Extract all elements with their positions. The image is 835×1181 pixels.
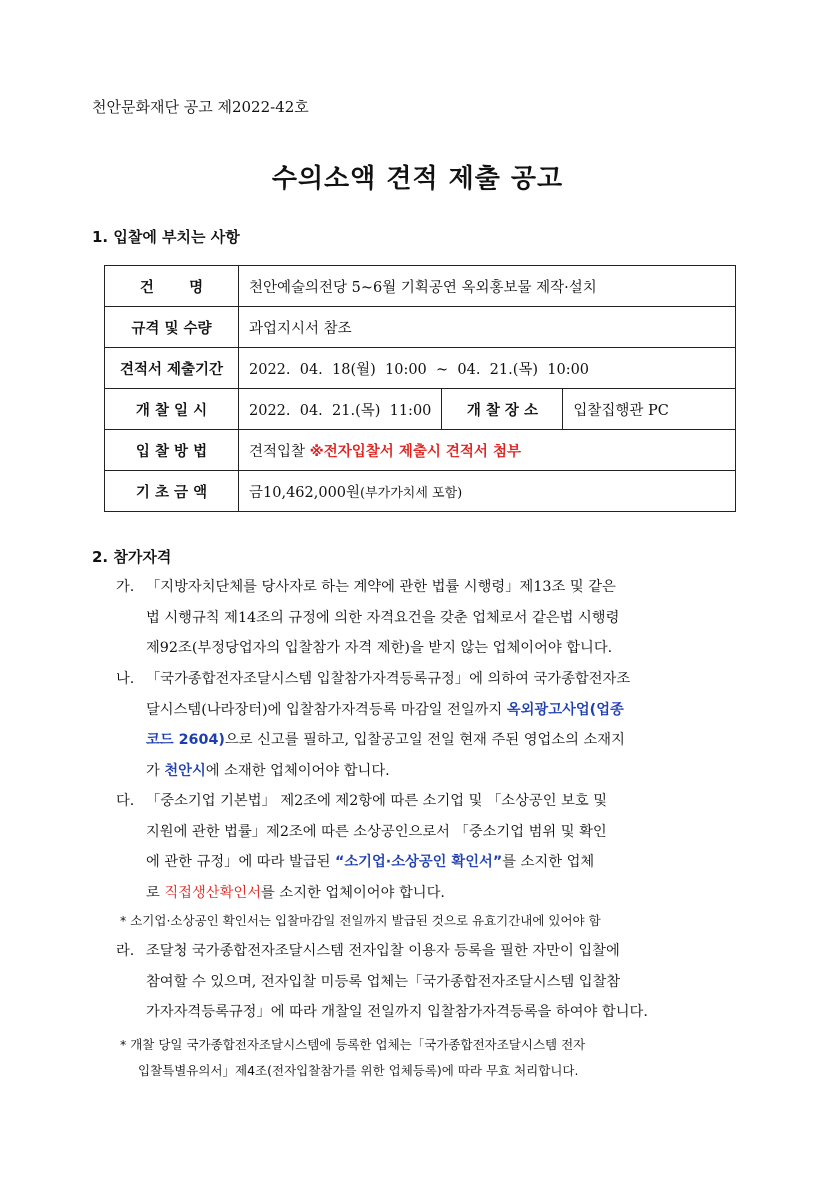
item-text: 달시스템(나라장터)에 입찰참가자격등록 마감일 전일까지 <box>146 701 507 718</box>
qualification-item-ga <box>116 572 746 664</box>
item-text: 으로 신고를 필하고, 입찰공고일 전일 현재 주된 영업소의 소재지 <box>224 732 625 748</box>
qualification-item-na <box>116 664 746 786</box>
table-row <box>105 348 736 389</box>
method-cell <box>239 430 736 471</box>
footnote-line: * 개찰 당일 국가종합전자조달시스템에 등록한 업체는「국가종합전자조달시스템 전자 <box>120 1037 586 1052</box>
price-amount: 금10,462,000원 <box>249 484 361 501</box>
production-cert-highlight: 직접생산확인서 <box>164 884 262 901</box>
item-line <box>116 847 746 878</box>
item-line: 「중소기업 기본법」 제2조에 제2항에 따른 소기업 및 「소상공인 보호 및 <box>146 793 608 809</box>
item-text: 로 <box>146 884 165 901</box>
price-cell <box>239 471 736 512</box>
city-highlight: 천안시 <box>164 762 206 779</box>
price-vat: (부가가치세 포함) <box>360 485 463 501</box>
item-line: 제92조(부정당업자의 입찰참가 자격 제한)을 받지 않는 업체이어야 합니다. <box>146 640 613 656</box>
item-marker: 나. <box>116 671 135 687</box>
item-line: 「국가종합전자조달시스템 입찰참가자격등록규정」에 의하여 국가종합전자조 <box>146 671 631 687</box>
table-row <box>105 307 736 348</box>
name-value: 천안예술의전당 5~6월 기획공연 옥외홍보물 제작·설치 <box>239 266 736 307</box>
period-label: 견적서 제출기간 <box>105 348 239 389</box>
spec-value: 과업지시서 참조 <box>239 307 736 348</box>
name-label: 건 명 <box>105 266 239 307</box>
item-text: 가 <box>146 762 165 779</box>
business-code-highlight: 코드 2604) <box>146 732 225 748</box>
item-text: 를 소지한 업체 <box>502 854 595 870</box>
table-row <box>105 389 736 430</box>
section-heading-1: 1. 입찰에 부치는 사항 <box>92 228 240 246</box>
item-line <box>116 756 746 787</box>
page-title: 수의소액 견적 제출 공고 <box>271 164 564 194</box>
bid-info-table <box>104 265 736 512</box>
item-line <box>116 725 746 756</box>
method-label: 입 찰 방 법 <box>105 430 239 471</box>
table-row <box>105 430 736 471</box>
item-text: 를 소지한 업체이어야 합니다. <box>261 884 445 901</box>
item-line <box>116 695 746 726</box>
table-row <box>105 266 736 307</box>
open-date-value: 2022. 04. 21.(목) 11:00 <box>239 389 442 430</box>
item-line: 가자자격등록규정」에 따라 개찰일 전일까지 입찰참가자격등록을 하여야 합니다. <box>146 1004 648 1020</box>
qualification-item-da <box>116 786 746 908</box>
item-text: 에 소재한 업체이어야 합니다. <box>205 762 390 779</box>
footnote-1: * 소기업·소상공인 확인서는 입찰마감일 전일까지 발급된 것으로 유효기간내에 있어야 함 <box>120 913 601 928</box>
item-line: 지원에 관한 법률」제2조에 따른 소상공인으로서 「중소기업 범위 및 확인 <box>146 823 607 840</box>
item-marker: 라. <box>116 943 135 959</box>
qualification-item-ra <box>116 936 746 1028</box>
footnote-2 <box>120 1032 750 1084</box>
table-row <box>105 471 736 512</box>
item-line: 참여할 수 있으며, 전자입찰 미등록 업체는「국가종합전자조달시스템 입찰참 <box>146 973 621 990</box>
item-text: 에 관한 규정」에 따라 발급된 <box>146 854 335 870</box>
section-heading-2: 2. 참가자격 <box>92 548 172 566</box>
method-value: 견적입찰 <box>249 443 306 460</box>
price-label: 기 초 금 액 <box>105 471 239 512</box>
period-value: 2022. 04. 18(월) 10:00 ~ 04. 21.(목) 10:00 <box>239 348 736 389</box>
spec-label: 규격 및 수량 <box>105 307 239 348</box>
notice-number: 천안문화재단 공고 제2022-42호 <box>92 98 309 116</box>
open-place-value: 입찰집행관 PC <box>563 389 736 430</box>
business-type-highlight: 옥외광고사업(업종 <box>506 701 624 718</box>
item-line: 법 시행규칙 제14조의 규정에 의한 자격요건을 갖춘 업체로서 같은법 시행령 <box>146 609 620 626</box>
open-date-label: 개 찰 일 시 <box>105 389 239 430</box>
item-line: 조달청 국가종합전자조달시스템 전자입찰 이용자 등록을 필한 자만이 입찰에 <box>146 943 620 959</box>
item-marker: 가. <box>116 579 135 595</box>
item-marker: 다. <box>116 793 135 809</box>
item-line: 「지방자치단체를 당사자로 하는 계약에 관한 법률 시행령」제13조 및 같은 <box>146 579 616 595</box>
footnote-line: 입찰특별유의서」제4조(전자입찰참가를 위한 업체등록)에 따라 무효 처리합니다. <box>138 1063 579 1078</box>
item-line <box>116 878 746 909</box>
method-note: ※전자입찰서 제출시 견적서 첨부 <box>309 443 521 460</box>
certificate-highlight: “소기업·소상공인 확인서” <box>334 854 503 870</box>
open-place-label: 개 찰 장 소 <box>442 389 563 430</box>
